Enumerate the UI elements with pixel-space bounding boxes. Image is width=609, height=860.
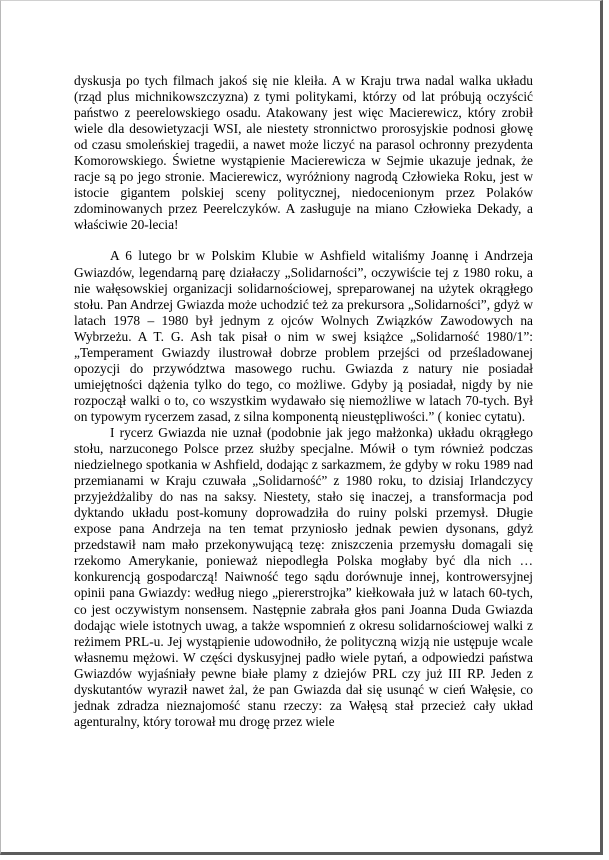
paragraph-spacer (74, 233, 533, 248)
paragraph-1: dyskusja po tych filmach jakoś się nie kleiła. A w Kraju trwa nadal walka układu (rząd plus michnikowszczyzna) z tymi politykami, którzy od lat próbują oczyścić państwo z peerelowskiego osadu. Atakowany jest więc Macierewicz, który zrobił wiele dla desowietyzacji WSI, ale niestety stronnictwo prorosyjskie podnosi głowę od czasu smoleńskiej tragedii, a nawet może liczyć na parasol ochronny prezydenta Komorowskiego. Świetne wystąpienie Macierewicza w Sejmie ukazuje jednak, że racje są po jego stronie. Macierewicz, wyróżniony nagrodą Człowieka Roku, jest w istocie gigantem polskiej sceny politycznej, niedocenionym przez Polaków zdominowanych przez Peerelczyków. A zasługuje na miano Człowieka Dekady, a właściwie 20-lecia! (74, 73, 533, 233)
document-body (74, 73, 533, 730)
paragraph-2: A 6 lutego br w Polskim Klubie w Ashfield witaliśmy Joannę i Andrzeja Gwiazdów, legendarną parę działaczy „Solidarności”, oczywiście tej z 1980 roku, a nie wałęsowskiej organizacji solidarnościowej, spreparowanej na użytek okrągłego stołu. Pan Andrzej Gwiazda może uchodzić też za prekursora „Solidarności”, gdyż w latach 1978 – 1980 był jednym z ojców Wolnych Związków Zawodowych na Wybrzeżu. A T. G. Ash tak pisał o nim w swej książce „Solidarność 1980/1”: „Temperament Gwiazdy ilustrował dobrze problem przejści od prześladowanej opozycji do przywództwa masowego ruchu. Gwiazda z natury nie posiadał umiejętności dążenia tylko do tego, co możliwe. Gdyby ją posiadał, nigdy by nie rozpoczął walki o to, co wszystkim wydawało się niemożliwe w latach 70-tych. Był on typowym rycerzem zasad, z silna komponentą nieustępliwości.” ( koniec cytatu). (74, 248, 533, 424)
paragraph-3: I rycerz Gwiazda nie uznał (podobnie jak jego małżonka) układu okrągłego stołu, narzuconego Polsce przez służby specjalne. Mówił o tym również podczas niedzielnego spotkania w Ashfield, dodając z sarkazmem, że gdyby w roku 1989 nad przemianami w Kraju czuwała „Solidarność” z 1980 roku, to dzisiaj Irlandczycy przyjeżdżaliby do nas na saksy. Niestety, stało się inaczej, a transformacja pod dyktando układu post-komuny doprowadziła do ruiny polski przemysł. Długie expose pana Andrzeja na ten temat przyniosło jednak pewien dysonans, gdyż przedstawił nam mało przekonywującą tezę: zniszczenia przemysłu domagali się rzekomo Amerykanie, ponieważ niepodległa Polska mogłaby być dla nich … konkurencją gospodarczą! Naiwność tego sądu dorównuje innej, kontrowersyjnej opinii pana Gwiazdy: według niego „piererstrojka” kiełkowała już w latach 60-tych, co jest oczywistym nonsensem. Następnie zabrała głos pani Joanna Duda Gwiazda dodając wiele istotnych uwag, a także wspomnień z okresu solidarnościowej walki z reżimem PRL-u. Jej wystąpienie udowodniło, że polityczną wizją nie ustępuje wcale własnemu mężowi. W części dyskusyjnej padło wiele pytań, a odpowiedzi państwa Gwiazdów wyjaśniały pewne białe plamy z dziejów PRL czy już III RP. Jeden z dyskutantów wyraził nawet żal, że pan Gwiazda dał się usunąć w cień Wałęsie, co jednak zdradza nieznajomość stanu rzeczy: za Wałęsą stał przecież cały układ agenturalny, który torował mu drogę przez wiele (74, 424, 533, 729)
